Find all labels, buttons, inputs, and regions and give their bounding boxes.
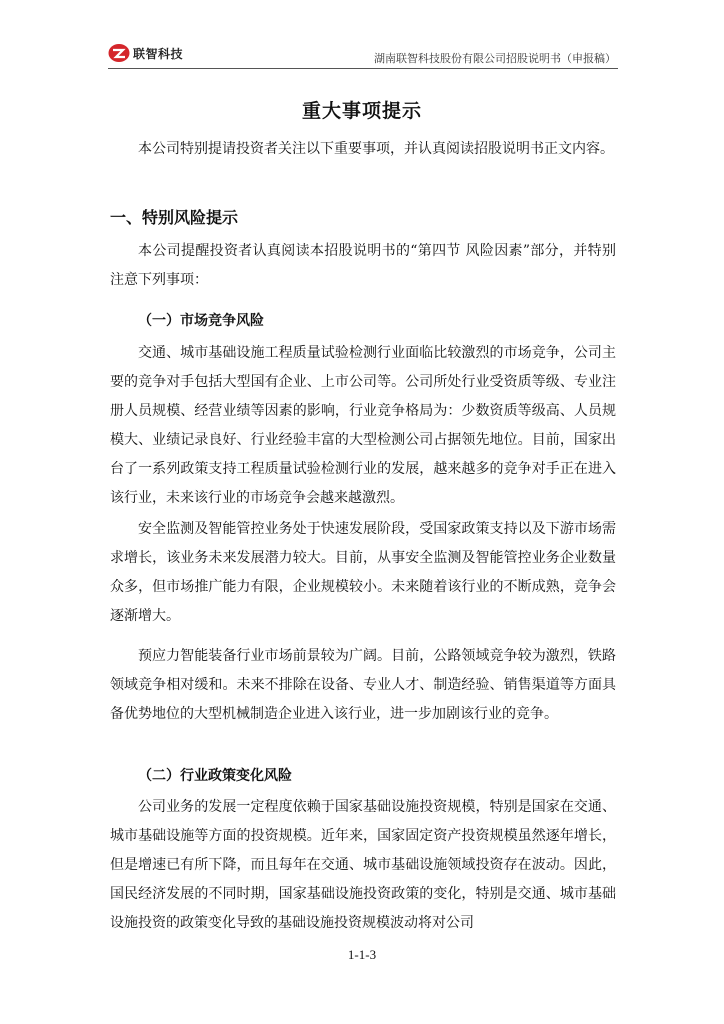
subsection-heading-market: （一）市场竞争风险 [138, 313, 264, 329]
paragraph-market-2: 安全监测及智能管控业务处于快速发展阶段，受国家政策支持以及下游市场需求增长，该业务未来发展潜力较大。目前，从事安全监测及智能管控业务企业数量众多，但市场推广能力有限，企业规模较小。未来随着该行业的不断成熟，竞争会逐渐增大。 [110, 521, 616, 624]
section-heading: 一、特别风险提示 [110, 208, 239, 227]
intro-paragraph: 本公司特别提请投资者关注以下重要事项，并认真阅读招股说明书正文内容。 [138, 141, 614, 157]
subsection-heading-policy: （二）行业政策变化风险 [138, 768, 292, 784]
lianzhi-logo-icon [108, 43, 130, 63]
section-intro-paragraph: 本公司提醒投资者认真阅读本招股说明书的“第四节 风险因素”部分，并特别注意下列事项： [110, 243, 616, 288]
logo-text: 联智科技 [133, 46, 184, 61]
header-company-name: 湖南联智科技股份有限公司招股说明书（申报稿） [374, 52, 616, 65]
page-header [108, 40, 618, 69]
paragraph-market-1: 交通、城市基础设施工程质量试验检测行业面临比较激烈的市场竞争，公司主要的竞争对手包括大型国有企业、上市公司等。公司所处行业受资质等级、专业注册人员规模、经营业绩等因素的影响，行业竞争格局为：少数资质等级高、人员规模大、业绩记录良好、行业经验丰富的大型检测公司占据领先地位。目前，国家出台了一系列政策支持工程质量试验检测行业的发展，越来越多的竞争对手正在进入该行业，未来该行业的市场竞争会越来越激烈。 [110, 345, 616, 506]
paragraph-market-3: 预应力智能装备行业市场前景较为广阔。目前，公路领域竞争较为激烈，铁路领域竞争相对缓和。未来不排除在设备、专业人才、制造经验、销售渠道等方面具备优势地位的大型机械制造企业进入该行业，进一步加剧该行业的竞争。 [110, 648, 616, 722]
page-title: 重大事项提示 [301, 100, 422, 122]
paragraph-policy-1: 公司业务的发展一定程度依赖于国家基础设施投资规模，特别是国家在交通、城市基础设施等方面的投资规模。近年来，国家固定资产投资规模虽然逐年增长，但是增速已有所下降，而且每年在交通、城市基础设施领域投资存在波动。因此，国民经济发展的不同时期，国家基础设施投资政策的变化，特别是交通、城市基础设施投资的政策变化导致的基础设施投资规模波动将对公司 [110, 799, 616, 931]
company-logo [108, 42, 183, 64]
page-number: 1-1-3 [347, 947, 377, 962]
